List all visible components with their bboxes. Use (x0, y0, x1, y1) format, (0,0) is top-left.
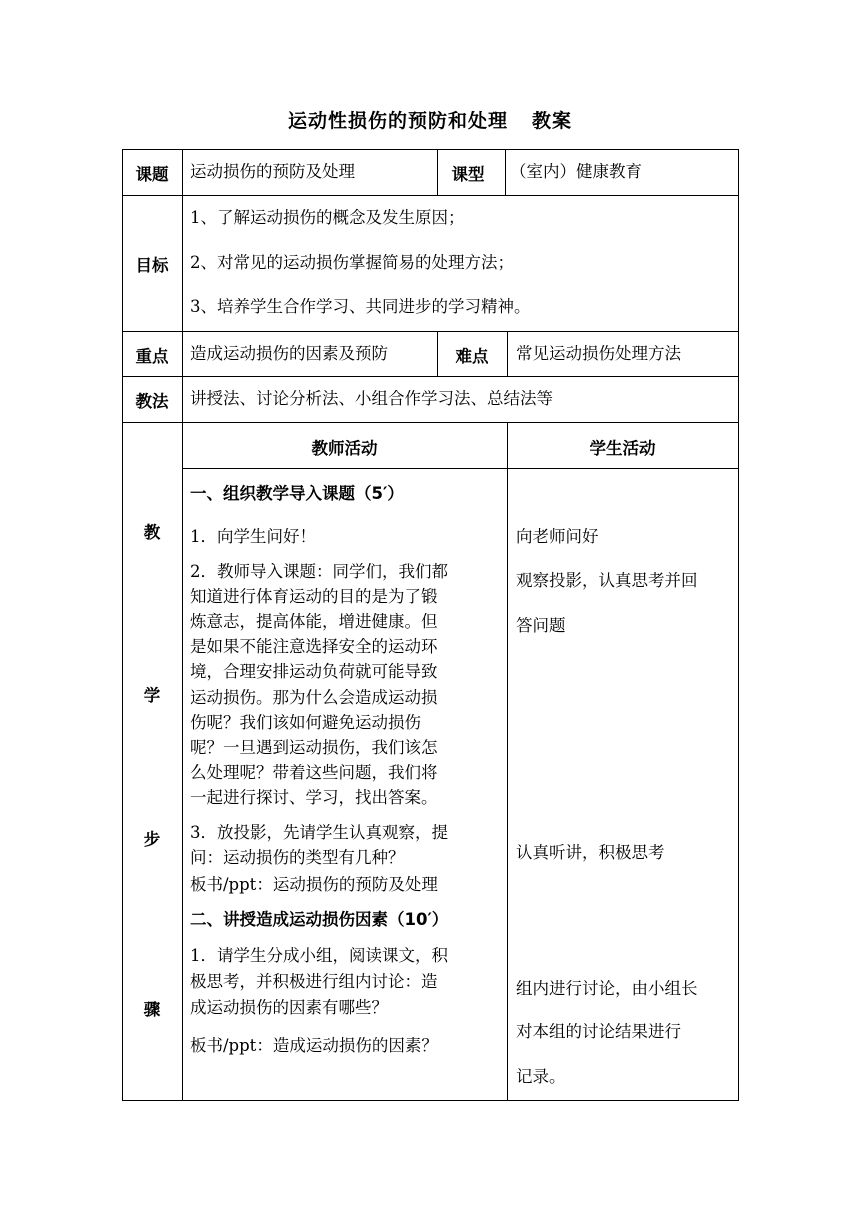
student-activity-header: 学生活动 (589, 439, 656, 458)
method-value: 讲授法、讨论分析法、小组合作学习法、总结法等 (190, 389, 553, 408)
teacher-step-line: 境，合理安排运动负荷就可能导致 (190, 662, 438, 681)
section-title: 一、组织教学导入课题（5′） (190, 484, 404, 503)
goal-item: 3、培养学生合作学习、共同进步的学习精神。 (190, 297, 531, 316)
label-column-divider (182, 149, 183, 1101)
student-activity: 记录。 (516, 1067, 566, 1086)
teacher-step-line: 成运动损伤的因素有哪些？ (190, 998, 388, 1017)
row-divider (122, 376, 738, 377)
topic-divider (505, 149, 506, 196)
table-border-bottom (122, 1100, 738, 1101)
student-activity: 认真听讲，积极思考 (516, 843, 665, 862)
row-divider (122, 195, 738, 196)
teacher-step-line: 一起进行探讨、学习，找出答案。 (190, 788, 438, 807)
teacher-step-line: 1．请学生分成小组，阅读课文，积 (190, 946, 448, 965)
row-divider (122, 331, 738, 332)
title-main: 运动性损伤的预防和处理 (287, 110, 508, 132)
student-activity: 答问题 (516, 616, 566, 635)
type-value: （室内）健康教育 (510, 162, 642, 181)
topic-value: 运动损伤的预防及处理 (190, 162, 355, 181)
teacher-step: 1．向学生问好！ (190, 527, 316, 546)
steps-label-char: 教 (143, 523, 161, 542)
teacher-step-line: 问：运动损伤的类型有几种？ (190, 848, 405, 867)
method-label: 教法 (135, 392, 169, 411)
section-title: 二、讲授造成运动损伤因素（10′） (190, 910, 449, 929)
type-label: 课型 (451, 165, 485, 184)
student-activity: 观察投影，认真思考并回 (516, 571, 698, 590)
teacher-step-line: 炼意志，提高体能，增进健康。但 (190, 612, 438, 631)
teacher-step-line: 呢？一旦遇到运动损伤，我们该怎 (190, 738, 438, 757)
teacher-step-line: 板书/ppt：造成运动损伤的因素？ (190, 1036, 438, 1055)
key-value: 造成运动损伤的因素及预防 (190, 344, 388, 363)
teacher-step-line: 知道进行体育运动的目的是为了锻 (190, 587, 438, 606)
teacher-step-line: 极思考，并积极进行组内讨论：造 (190, 972, 438, 991)
table-border-right (738, 149, 739, 1101)
topic-label: 课题 (135, 165, 169, 184)
teacher-step-line: 伤呢？我们该如何避免运动损伤 (190, 713, 421, 732)
header-divider (182, 468, 738, 469)
goals-label: 目标 (135, 256, 169, 275)
teacher-step-line: 运动损伤。那为什么会造成运动损 (190, 688, 438, 707)
goal-item: 1、了解运动损伤的概念及发生原因； (190, 208, 465, 227)
student-activity: 向老师问好 (516, 527, 599, 546)
steps-label-char: 学 (143, 686, 161, 705)
teacher-step-line: 是如果不能注意选择安全的运动环 (190, 637, 438, 656)
student-activity: 组内进行讨论，由小组长 (516, 979, 698, 998)
teacher-step-line: 3．放投影，先请学生认真观察，提 (190, 823, 448, 842)
table-border-left (122, 149, 123, 1101)
teacher-activity-header: 教师活动 (311, 439, 378, 458)
teacher-step-line: 么处理呢？带着这些问题，我们将 (190, 763, 438, 782)
row-divider (122, 422, 738, 423)
title-suffix: 教案 (532, 110, 573, 132)
student-activity: 对本组的讨论结果进行 (516, 1022, 681, 1041)
steps-label-char: 骤 (143, 1000, 161, 1019)
steps-label-char: 步 (143, 830, 161, 849)
difficulty-label: 难点 (455, 347, 489, 366)
teacher-step-line: 板书/ppt：运动损伤的预防及处理 (190, 875, 438, 894)
difficulty-value: 常见运动损伤处理方法 (516, 344, 681, 363)
key-label: 重点 (135, 347, 169, 366)
goal-item: 2、对常见的运动损伤掌握简易的处理方法； (190, 253, 514, 272)
key-divider (507, 331, 508, 377)
activity-column-divider (507, 422, 508, 1101)
teacher-step-line: 2．教师导入课题：同学们，我们都 (190, 562, 448, 581)
table-border-top (122, 149, 738, 150)
